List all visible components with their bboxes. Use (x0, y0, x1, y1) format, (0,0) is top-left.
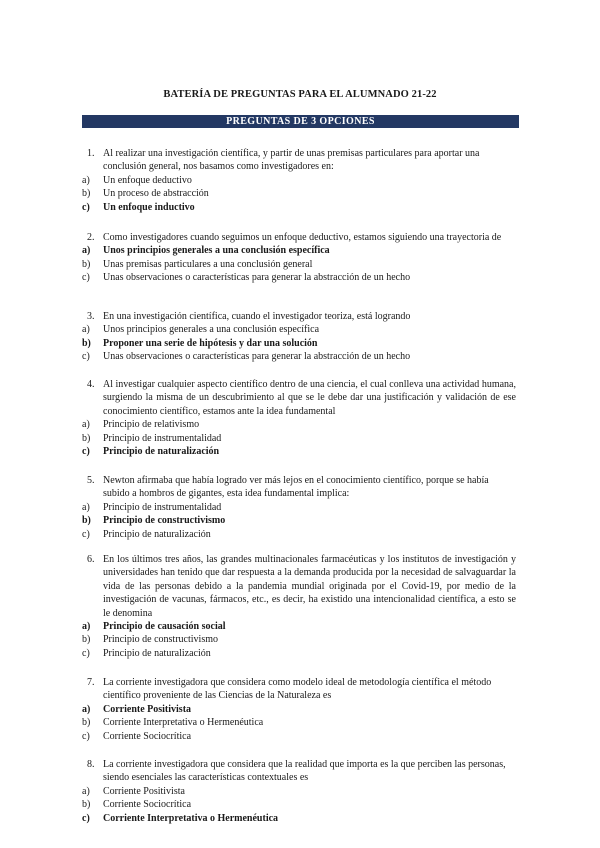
question-number: 2. (87, 232, 95, 243)
question-7 (82, 676, 516, 743)
question-6 (82, 553, 516, 660)
question-number: 7. (87, 677, 95, 688)
option-c (82, 271, 516, 284)
question-number: 6. (87, 554, 95, 565)
question-text (82, 310, 516, 323)
question-8 (82, 758, 516, 825)
option-letter: a) (82, 324, 90, 336)
option-c (82, 647, 516, 660)
option-letter: c) (82, 446, 90, 458)
option-text: Principio de naturalización (103, 528, 211, 540)
option-text: Principio de constructivismo (103, 515, 226, 527)
question-body: La corriente investigadora que considera que la realidad que importa es la que perciben las personas, siendo esenciales las características contextuales es (103, 759, 506, 784)
section-banner: PREGUNTAS DE 3 OPCIONES (82, 115, 519, 128)
question-number: 5. (87, 475, 95, 486)
question-4 (82, 378, 516, 458)
option-letter: c) (82, 351, 90, 363)
option-letter: c) (82, 647, 90, 659)
question-body: Como investigadores cuando seguimos un enfoque deductivo, estamos siguiendo una trayectoria de (103, 232, 502, 243)
option-a (82, 785, 516, 798)
option-text: Unas observaciones o características para generar la abstracción de un hecho (103, 272, 411, 284)
page-title: BATERÍA DE PREGUNTAS PARA EL ALUMNADO 21-22 (163, 89, 437, 100)
question-body: Newton afirmaba que había logrado ver más lejos en el conocimiento científico, porque se había subido a hombros de gigantes, esta idea fundamental implica: (103, 475, 489, 500)
question-text (82, 553, 516, 620)
option-letter: c) (82, 812, 90, 824)
option-letter: c) (82, 528, 90, 540)
option-text: Corriente Positivista (103, 703, 192, 715)
option-letter: c) (82, 272, 90, 284)
option-text: Corriente Sociocrítica (103, 730, 192, 742)
question-number: 8. (87, 759, 95, 770)
option-b (82, 798, 516, 811)
option-text: Proponer una serie de hipótesis y dar una solución (103, 337, 318, 349)
option-b-correct (82, 514, 516, 527)
option-c (82, 528, 516, 541)
question-1 (82, 147, 516, 214)
option-text: Principio de naturalización (103, 647, 211, 659)
option-a (82, 418, 516, 431)
question-3 (82, 310, 516, 364)
option-text: Corriente Sociocrítica (103, 799, 192, 811)
option-a-correct (82, 620, 516, 633)
option-letter: a) (82, 174, 90, 186)
option-text: Corriente Positivista (103, 785, 185, 797)
option-text: Corriente Interpretativa o Hermenéutica (103, 717, 264, 729)
option-c (82, 730, 516, 743)
option-text: Principio de causación social (103, 621, 226, 633)
option-text: Unas observaciones o características para generar la abstracción de un hecho (103, 351, 411, 363)
option-text: Unos principios generales a una conclusión específica (103, 324, 320, 336)
option-text: Un enfoque inductivo (103, 201, 195, 213)
option-b (82, 633, 516, 646)
option-text: Principio de instrumentalidad (103, 501, 222, 513)
option-letter: a) (82, 501, 90, 513)
option-letter: b) (82, 337, 91, 349)
option-letter: b) (82, 432, 91, 444)
option-text: Principio de relativismo (103, 419, 200, 431)
question-body: Al realizar una investigación científica, y partir de unas premisas particulares para aportar una conclusión general, nos basamos como investigadores en: (103, 148, 480, 173)
option-a (82, 323, 516, 336)
option-text: Principio de constructivismo (103, 634, 218, 646)
question-2 (82, 231, 516, 285)
option-letter: a) (82, 703, 91, 715)
option-letter: b) (82, 258, 91, 270)
option-b (82, 716, 516, 729)
option-letter: b) (82, 634, 91, 646)
option-letter: b) (82, 799, 91, 811)
option-letter: b) (82, 188, 91, 200)
option-letter: a) (82, 245, 91, 257)
option-text: Principio de naturalización (103, 446, 220, 458)
question-number: 4. (87, 379, 95, 390)
option-letter: b) (82, 515, 91, 527)
option-text: Corriente Interpretativa o Hermenéutica (103, 812, 279, 824)
question-number: 3. (87, 311, 95, 322)
option-letter: a) (82, 419, 90, 431)
option-a-correct (82, 703, 516, 716)
option-text: Principio de instrumentalidad (103, 432, 222, 444)
option-text: Unas premisas particulares a una conclusión general (103, 258, 313, 270)
question-text (82, 676, 516, 703)
option-text: Un enfoque deductivo (103, 174, 192, 186)
option-c (82, 350, 516, 363)
option-letter: a) (82, 785, 90, 797)
question-number: 1. (87, 148, 95, 159)
option-letter: b) (82, 717, 91, 729)
option-c-correct (82, 201, 516, 214)
option-text: Unos principios generales a una conclusión específica (103, 245, 330, 257)
option-b (82, 187, 516, 200)
option-a (82, 174, 516, 187)
question-body: La corriente investigadora que considera como modelo ideal de metodología científica el método científico proveniente de las Ciencias de la Naturaleza es (103, 677, 492, 702)
option-text: Un proceso de abstracción (103, 188, 209, 200)
question-text (82, 474, 516, 501)
option-a (82, 501, 516, 514)
option-c-correct (82, 812, 516, 825)
option-letter: c) (82, 730, 90, 742)
question-body: En una investigación científica, cuando el investigador teoriza, está logrando (103, 311, 411, 322)
option-a-correct (82, 244, 516, 257)
question-5 (82, 474, 516, 541)
question-body: En los últimos tres años, las grandes multinacionales farmacéuticas y los institutos de investigación y universidades han tenido que dar respuesta a la demanda producida por la necesidad de salvaguardar la vida de las personas debido a la pandemia mundial originada por el Covid-19, por medio de la investigación de vacunas, fármacos, etc., es decir, ha existido una intencionalidad científica, a esto se le denomina (103, 554, 516, 619)
question-text (82, 231, 516, 244)
option-letter: c) (82, 201, 90, 213)
option-b (82, 432, 516, 445)
question-text (82, 378, 516, 418)
option-letter: a) (82, 621, 91, 633)
question-body: Al investigar cualquier aspecto científico dentro de una ciencia, el cual conlleva una actividad humana, surgiendo la misma de un descubrimiento al que se le debe dar una justificación y validación de ese conocimiento científico, estamos ante la idea fundamental (103, 379, 516, 417)
option-c-correct (82, 445, 516, 458)
option-b (82, 258, 516, 271)
option-b-correct (82, 337, 516, 350)
question-text (82, 147, 516, 174)
question-text (82, 758, 516, 785)
